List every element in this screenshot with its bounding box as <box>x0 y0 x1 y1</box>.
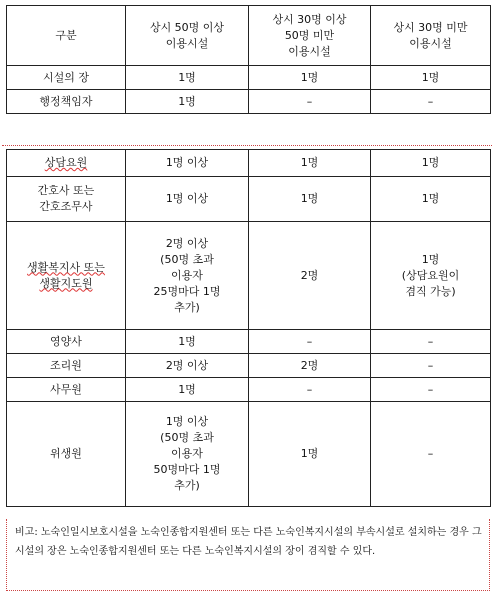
table-row <box>7 90 491 114</box>
cell-value: 2명 이상 <box>126 354 249 378</box>
table-row <box>7 378 491 402</box>
row-label: 상담요원 <box>7 150 126 177</box>
table-header-row <box>7 6 491 66</box>
cell-value: 1명 <box>371 177 491 222</box>
cell-value: 1명 <box>249 402 371 507</box>
cell-value: – <box>371 330 491 354</box>
cell-value: 1명 (상담요원이 겸직 가능) <box>371 222 491 330</box>
section-divider <box>2 145 492 146</box>
cell-value: 1명 <box>126 378 249 402</box>
cell-value: 1명 <box>371 66 491 90</box>
cell-value: – <box>249 378 371 402</box>
table-row <box>7 330 491 354</box>
row-label: 영양사 <box>7 330 126 354</box>
footnote-text: 비고: 노숙인일시보호시설을 노숙인종합지원센터 또는 다른 노숙인복지시설의 부속시설로 설치하는 경우 그 시설의 장은 노숙인종합지원센터 또는 다른 노숙인복지시설의 장이 겸직할 수 있다. <box>15 527 482 557</box>
table-row <box>7 402 491 507</box>
cell-value: – <box>249 330 371 354</box>
cell-value: 1명 <box>126 66 249 90</box>
cell-value: 2명 <box>249 354 371 378</box>
header-50-plus: 상시 50명 이상 이용시설 <box>126 6 249 66</box>
cell-value: 1명 이상 <box>126 177 249 222</box>
cell-value: 1명 <box>249 150 371 177</box>
cell-value: – <box>249 90 371 114</box>
cell-value: 2명 이상 (50명 초과 이용자 25명마다 1명 추가) <box>126 222 249 330</box>
cell-value: 1명 이상 (50명 초과 이용자 50명마다 1명 추가) <box>126 402 249 507</box>
cell-value: – <box>371 402 491 507</box>
cell-value: – <box>371 378 491 402</box>
cell-value: 1명 <box>126 90 249 114</box>
row-label: 시설의 장 <box>7 66 126 90</box>
cell-value: 2명 <box>249 222 371 330</box>
cell-value: – <box>371 90 491 114</box>
row-label: 생활복지사 또는 생활지도원 <box>7 222 126 330</box>
cell-value: 1명 <box>249 177 371 222</box>
staffing-table-bottom <box>6 149 491 507</box>
cell-value: 1명 <box>126 330 249 354</box>
row-label: 사무원 <box>7 378 126 402</box>
header-30-to-50: 상시 30명 이상 50명 미만 이용시설 <box>249 6 371 66</box>
table-row <box>7 177 491 222</box>
row-label: 간호사 또는 간호조무사 <box>7 177 126 222</box>
cell-value: 1명 <box>249 66 371 90</box>
footnote-remark <box>6 519 490 591</box>
row-label: 위생원 <box>7 402 126 507</box>
header-under-30: 상시 30명 미만 이용시설 <box>371 6 491 66</box>
table-row <box>7 150 491 177</box>
cell-value: – <box>371 354 491 378</box>
row-label: 행정책임자 <box>7 90 126 114</box>
table-row <box>7 354 491 378</box>
header-category: 구분 <box>7 6 126 66</box>
table-row <box>7 66 491 90</box>
cell-value: 1명 <box>371 150 491 177</box>
row-label: 조리원 <box>7 354 126 378</box>
staffing-table-top <box>6 5 491 114</box>
table-row <box>7 222 491 330</box>
cell-value: 1명 이상 <box>126 150 249 177</box>
